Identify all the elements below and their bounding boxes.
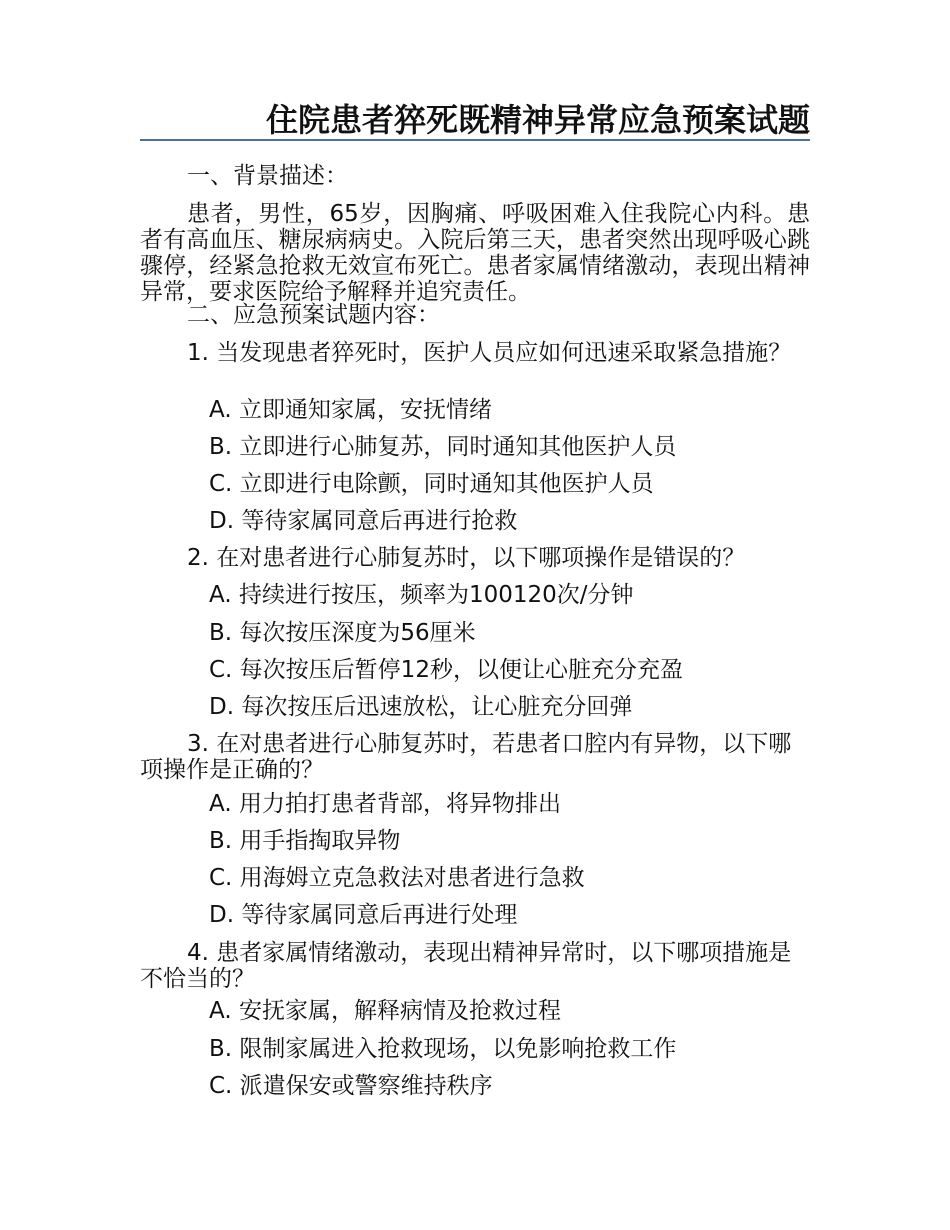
title-underline — [140, 139, 810, 141]
question-3-option-c: C. 用海姆立克急救法对患者进行急救 — [209, 865, 585, 891]
question-1-option-c: C. 立即进行电除颤，同时通知其他医护人员 — [209, 471, 654, 497]
question-3-option-a: A. 用力拍打患者背部，将异物排出 — [209, 791, 561, 817]
question-4-option-b: B. 限制家属进入抢救现场，以免影响抢救工作 — [209, 1036, 677, 1062]
question-3-option-b: B. 用手指掏取异物 — [209, 828, 401, 854]
section-heading-background: 一、背景描述： — [187, 163, 348, 189]
question-1-option-d: D. 等待家属同意后再进行抢救 — [209, 508, 518, 534]
question-1: 1. 当发现患者猝死时，医护人员应如何迅速采取紧急措施？ — [187, 340, 792, 366]
background-paragraph: 患者，男性，65岁，因胸痛、呼吸困难入住我院心内科。患者有高血压、糖尿病病史。入院后第三天，患者突然出现呼吸心跳骤停，经紧急抢救无效宣布死亡。患者家属情绪激动，表现出精神异常，要求医院给予解释并追究责任。 — [140, 201, 810, 305]
section-heading-questions: 二、应急预案试题内容： — [187, 302, 440, 328]
question-3-option-d: D. 等待家属同意后再进行处理 — [209, 902, 518, 928]
question-2-option-c: C. 每次按压后暂停12秒，以便让心脏充分充盈 — [209, 657, 683, 683]
question-2-option-a: A. 持续进行按压，频率为100120次/分钟 — [209, 582, 634, 608]
question-2: 2. 在对患者进行心肺复苏时，以下哪项操作是错误的？ — [187, 545, 746, 571]
question-4: 4. 患者家属情绪激动，表现出精神异常时，以下哪项措施是不恰当的？ — [140, 940, 792, 992]
question-4-option-c: C. 派遣保安或警察维持秩序 — [209, 1073, 493, 1099]
question-1-option-a: A. 立即通知家属，安抚情绪 — [209, 397, 492, 423]
question-1-option-b: B. 立即进行心肺复苏，同时通知其他医护人员 — [209, 434, 677, 460]
question-2-option-b: B. 每次按压深度为56厘米 — [209, 620, 476, 646]
document-title: 住院患者猝死既精神异常应急预案试题 — [265, 101, 810, 139]
question-3: 3. 在对患者进行心肺复苏时，若患者口腔内有异物，以下哪项操作是正确的？ — [140, 731, 792, 783]
question-4-option-a: A. 安抚家属，解释病情及抢救过程 — [209, 998, 561, 1024]
question-2-option-d: D. 每次按压后迅速放松，让心脏充分回弹 — [209, 694, 633, 720]
